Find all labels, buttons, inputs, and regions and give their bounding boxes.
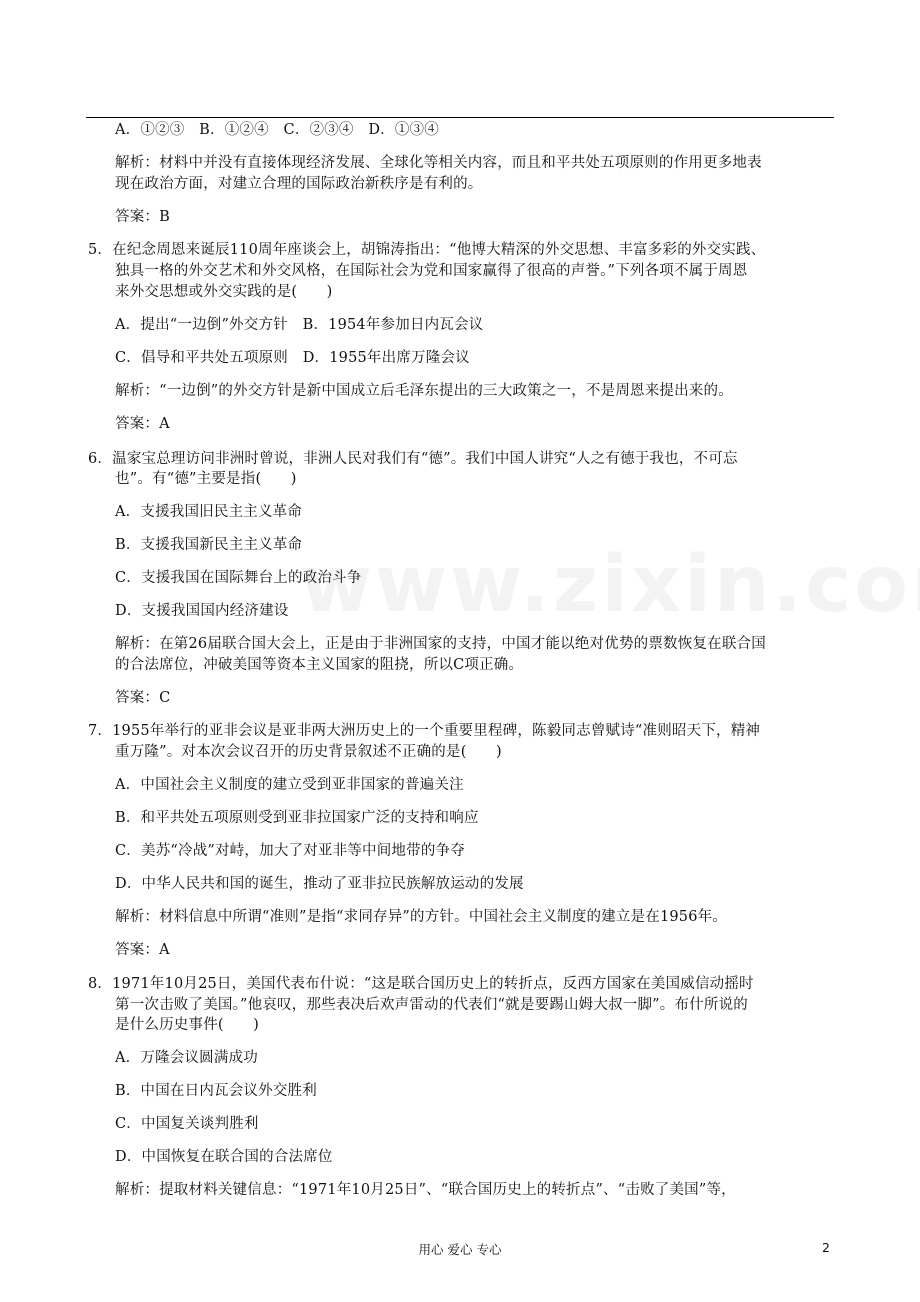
- text-line: 解析：提取材料关键信息：“1971年10月25日”、“联合国历史上的转折点”、“击败了美国”等，: [115, 1182, 736, 1198]
- watermark: [300, 540, 920, 630]
- text-line: 第一次击败了美国。”他哀叹，那些表决后欢声雷动的代表们“就是要踢山姆大叔一脚”。布什所说的: [115, 997, 748, 1013]
- text-line: A．中国社会主义制度的建立受到亚非国家的普遍关注: [115, 777, 464, 793]
- text-line: 答案：A: [115, 942, 170, 958]
- text-line: 7．1955年举行的亚非会议是亚非两大洲历史上的一个重要里程碑，陈毅同志曾赋诗“准则昭天下，精神: [88, 723, 761, 739]
- text-line: A．①②③ B．①②④ C．②③④ D．①③④: [115, 122, 439, 138]
- text-line: D．中华人民共和国的诞生，推动了亚非拉民族解放运动的发展: [115, 876, 524, 892]
- text-line: C．倡导和平共处五项原则 D．1955年出席万隆会议: [115, 350, 470, 366]
- text-line: B．支援我国新民主主义革命: [115, 537, 303, 553]
- text-line: 8．1971年10月25日，美国代表布什说：“这是联合国历史上的转折点，反西方国家在美国威信动摇时: [88, 976, 754, 992]
- text-line: 答案：C: [115, 690, 171, 706]
- text-line: 现在政治方面，对建立合理的国际政治新秩序是有利的。: [115, 176, 483, 192]
- text-line: A．支援我国旧民主主义革命: [115, 504, 303, 520]
- text-line: A．提出“一边倒”外交方针 B．1954年参加日内瓦会议: [115, 317, 484, 333]
- text-line: A．万隆会议圆满成功: [115, 1050, 258, 1066]
- text-line: 也”。有“德”主要是指( ): [115, 471, 297, 487]
- text-line: 答案：A: [115, 416, 170, 432]
- text-line: C．美苏“冷战”对峙，加大了对亚非等中间地带的争夺: [115, 843, 465, 859]
- text-line: 解析：材料中并没有直接体现经济发展、全球化等相关内容，而且和平共处五项原则的作用更多地表: [115, 155, 762, 171]
- text-line: D．支援我国国内经济建设: [115, 603, 289, 619]
- header-rule: [86, 117, 834, 118]
- text-line: 答案：B: [115, 209, 170, 225]
- text-line: C．中国复关谈判胜利: [115, 1116, 259, 1132]
- text-line: 解析：材料信息中所谓“准则”是指“求同存异”的方针。中国社会主义制度的建立是在1956年。: [115, 909, 728, 925]
- footer-text: 用心 爱心 专心: [418, 1242, 502, 1257]
- text-line: 5．在纪念周恩来诞辰110周年座谈会上，胡锦涛指出：“他博大精深的外交思想、丰富多彩的外交实践、: [88, 242, 766, 258]
- text-line: C．支援我国在国际舞台上的政治斗争: [115, 570, 362, 586]
- text-line: 6．温家宝总理访问非洲时曾说，非洲人民对我们有“德”。我们中国人讲究“人之有德于我也，不可忘: [88, 451, 738, 467]
- text-line: 解析：在第26届联合国大会上，正是由于非洲国家的支持，中国才能以绝对优势的票数恢复在联合国: [115, 636, 766, 652]
- text-line: 独具一格的外交艺术和外交风格，在国际社会为党和国家赢得了很高的声誉。”下列各项不属于周恩: [115, 263, 748, 279]
- text-line: D．中国恢复在联合国的合法席位: [115, 1149, 333, 1165]
- text-line: 来外交思想或外交实践的是( ): [115, 284, 333, 300]
- text-line: 解析：“一边倒”的外交方针是新中国成立后毛泽东提出的三大政策之一，不是周恩来提出来的。: [115, 383, 733, 399]
- text-line: B．和平共处五项原则受到亚非拉国家广泛的支持和响应: [115, 810, 479, 826]
- page-number: 2: [822, 1240, 830, 1255]
- text-line: 是什么历史事件( ): [115, 1017, 260, 1033]
- text-line: 重万隆”。对本次会议召开的历史背景叙述不正确的是( ): [115, 744, 502, 760]
- text-line: B．中国在日内瓦会议外交胜利: [115, 1083, 317, 1099]
- text-line: 的合法席位，冲破美国等资本主义国家的阻挠，所以C项正确。: [115, 657, 524, 673]
